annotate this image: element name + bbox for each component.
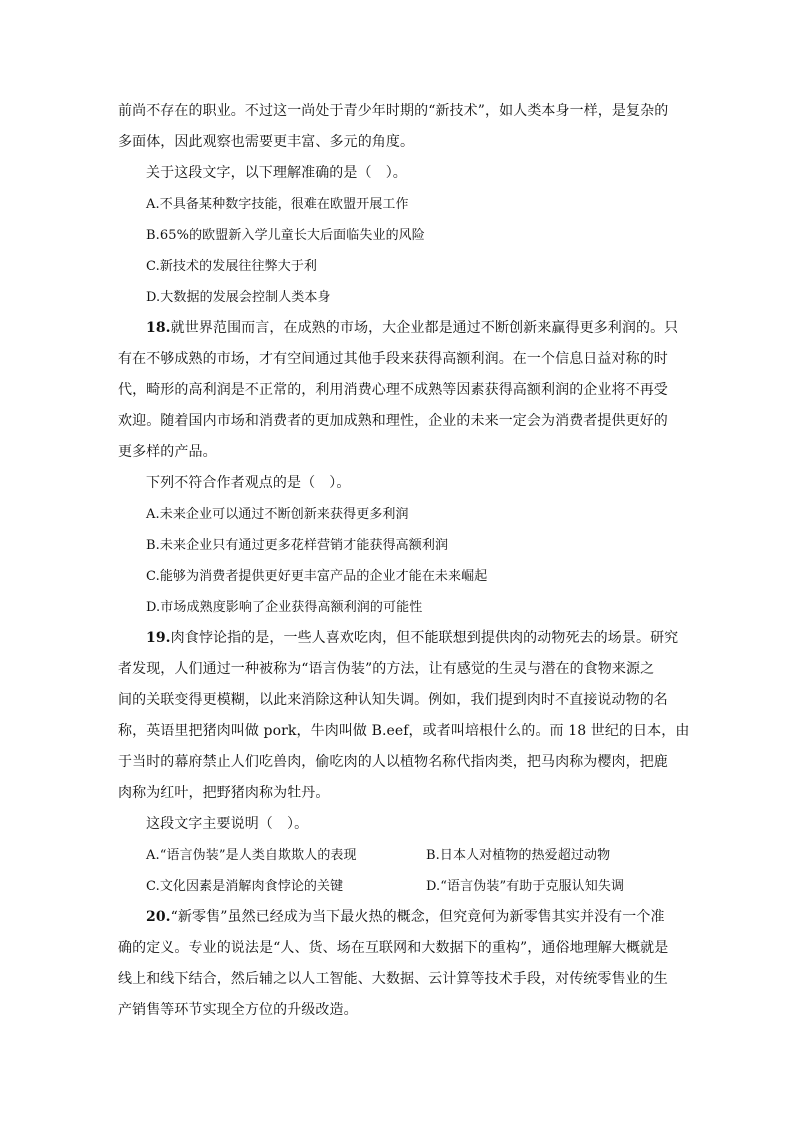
document-page	[118, 96, 690, 1026]
q18-text-1: 就世界范围而言，在成熟的市场，大企业都是通过不断创新来赢得更多利润的。只	[170, 320, 679, 336]
intro-line-2: 多面体，因此观察也需要更丰富、多元的角度。	[118, 134, 415, 150]
q19-options-row-2	[118, 871, 678, 902]
intro-option-d: D.大数据的发展会控制人类本身	[146, 290, 331, 305]
q19-line-6: 肉称为红叶，把野猪肉称为牡丹。	[118, 785, 330, 801]
q20-line-4: 产销售等环节实现全方位的升级改造。	[118, 1002, 358, 1018]
q18-number: 18.	[146, 320, 171, 336]
q18-line-4: 欢迎。随着国内市场和消费者的更加成熟和理性，企业的未来一定会为消费者提供更好的	[118, 413, 668, 429]
q19-option-d: D.“语言伪装”有助于克服认知失调	[426, 879, 625, 894]
intro-option-c: C.新技术的发展往往弊大于利	[146, 259, 318, 274]
intro-option-a: A.不具备某种数字技能，很难在欧盟开展工作	[146, 197, 409, 212]
q18-option-c: C.能够为消费者提供更好更丰富产品的企业才能在未来崛起	[146, 569, 488, 584]
q19-number: 19.	[146, 630, 171, 646]
q19-line-5: 于当时的幕府禁止人们吃兽肉，偷吃肉的人以植物名称代指肉类，把马肉称为樱肉，把鹿	[118, 754, 668, 770]
q20-line-2: 确的定义。专业的说法是“人、货、场在互联网和大数据下的重构”，通俗地理解大概就是	[118, 940, 669, 956]
q19-option-b: B.日本人对植物的热爱超过动物	[426, 848, 611, 863]
q18-option-d: D.市场成熟度影响了企业获得高额利润的可能性	[146, 600, 423, 615]
q20-line-1	[118, 902, 678, 933]
q18-line-1	[118, 313, 678, 344]
q19-options-row-1	[118, 840, 678, 871]
q19-line-3: 间的关联变得更模糊，以此来消除这种认知失调。例如，我们提到肉时不直接说动物的名	[118, 692, 668, 708]
q18-line-2: 有在不够成熟的市场，才有空间通过其他手段来获得高额利润。在一个信息日益对称的时	[118, 351, 668, 367]
q20-number: 20.	[146, 909, 171, 925]
q18-option-a: A.未来企业可以通过不断创新来获得更多利润	[146, 507, 409, 522]
q18-line-5: 更多样的产品。	[118, 444, 217, 460]
intro-prompt: 关于这段文字，以下理解准确的是（ ）。	[146, 165, 407, 181]
q18-option-b: B.未来企业只有通过更多花样营销才能获得高额利润	[146, 538, 449, 553]
q18-line-3: 代，畸形的高利润是不正常的，利用消费心理不成熟等因素获得高额利润的企业将不再受	[118, 382, 668, 398]
q20-text-1: “新零售”虽然已经成为当下最火热的概念，但究竟何为新零售其实并没有一个准	[170, 909, 665, 925]
q19-line-4: 称，英语里把猪肉叫做 pork，牛肉叫做 B.eef，或者叫培根什么的。而 18 世纪的日本，由	[118, 723, 690, 739]
q20-line-3: 线上和线下结合，然后辅之以人工智能、大数据、云计算等技术手段，对传统零售业的生	[118, 971, 668, 987]
q19-line-2: 者发现，人们通过一种被称为“语言伪装”的方法，让有感觉的生灵与潜在的食物来源之	[118, 661, 655, 677]
q18-prompt: 下列不符合作者观点的是（ ）。	[146, 475, 351, 491]
q19-text-1: 肉食悖论指的是，一些人喜欢吃肉，但不能联想到提供肉的动物死去的场景。研究	[170, 630, 679, 646]
q19-option-a: A.“语言伪装”是人类自欺欺人的表现	[146, 848, 357, 863]
intro-line-1: 前尚不存在的职业。不过这一尚处于青少年时期的“新技术”，如人类本身一样，是复杂的	[118, 103, 669, 119]
q19-prompt: 这段文字主要说明（ ）。	[146, 816, 309, 832]
intro-option-b: B.65%的欧盟新入学儿童长大后面临失业的风险	[146, 228, 425, 243]
q19-option-c: C.文化因素是消解肉食悖论的关键	[146, 879, 344, 894]
q19-line-1	[118, 623, 678, 654]
